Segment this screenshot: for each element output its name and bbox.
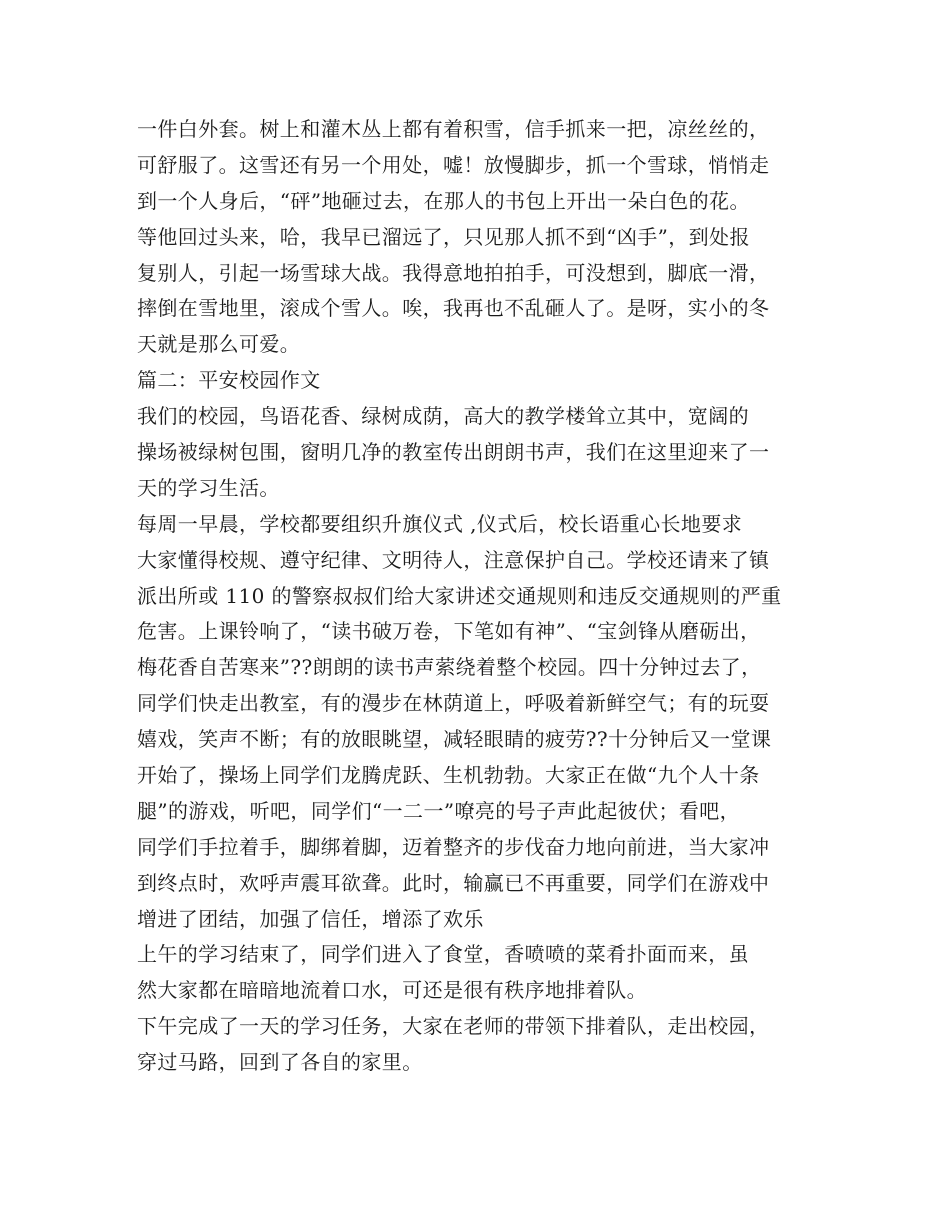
essay-text [137,112,837,1081]
text-line: 可舒服了。这雪还有另一个用处，嘘！放慢脚步，抓一个雪球，悄悄走 [137,152,770,177]
text-line: 复别人，引起一场雪球大战。我得意地拍拍手，可没想到，脚底一滑， [137,260,770,285]
text-line: 同学们快走出教室，有的漫步在林荫道上，呼吸着新鲜空气；有的玩耍 [137,691,770,716]
text-line: 一件白外套。树上和灌木丛上都有着积雪，信手抓来一把，凉丝丝的， [137,117,770,141]
text-line: 腿”的游戏，听吧，同学们“一二一”嘹亮的号子声此起彼伏；看吧， [137,798,741,823]
text-line: 增进了团结，加强了信任，增添了欢乐 [137,906,484,931]
text-line: 危害。上课铃响了，“读书破万卷，下笔如有神”、“宝剑锋从磨砺出， [137,619,761,644]
section-heading: 篇二：平安校园作文 [137,368,321,393]
text-line: 然大家都在暗暗地流着口水，可还是很有秩序地排着队。 [137,978,647,1003]
text-line: 我们的校园，鸟语花香、绿树成荫，高大的教学楼耸立其中，宽阔的 [137,404,749,429]
text-line: 下午完成了一天的学习任务，大家在老师的带领下排着队，走出校园， [137,1014,770,1039]
text-line: 派出所或 110 的警察叔叔们给大家讲述交通规则和违反交通规则的严重 [137,583,782,608]
text-line: 天的学习生活。 [137,475,280,500]
text-line: 穿过马路，回到了各自的家里。 [137,1050,423,1075]
text-line: 梅花香自苦寒来”??朗朗的读书声萦绕着整个校园。四十分钟过去了， [137,655,762,680]
text-line: 操场被绿树包围，窗明几净的教室传出朗朗书声，我们在这里迎来了一 [137,440,770,465]
text-line: 每周一早晨，学校都要组织升旗仪式 ,仪式后，校长语重心长地要求 [137,511,743,536]
text-line: 到一个人身后，“砰”地砸过去，在那人的书包上开出一朵白色的花。 [137,188,750,213]
text-line: 天就是那么可爱。 [137,332,301,357]
text-line: 同学们手拉着手，脚绑着脚，迈着整齐的步伐奋力地向前进，当大家冲 [137,834,770,859]
text-line: 上午的学习结束了，同学们进入了食堂，香喷喷的菜肴扑面而来，虽 [137,942,749,967]
text-line: 到终点时，欢呼声震耳欲聋。此时，输赢已不再重要，同学们在游戏中 [137,870,770,895]
text-line: 大家懂得校规、遵守纪律、文明待人，注意保护自己。学校还请来了镇 [137,547,770,572]
text-line: 嬉戏，笑声不断；有的放眼眺望，减轻眼睛的疲劳??十分钟后又一堂课 [137,727,772,752]
text-line: 等他回过头来，哈，我早已溜远了，只见那人抓不到“凶手”，到处报 [137,224,750,249]
text-line: 开始了，操场上同学们龙腾虎跃、生机勃勃。大家正在做“九个人十条 [137,763,760,788]
text-line: 摔倒在雪地里，滚成个雪人。唉，我再也不乱砸人了。是呀，实小的冬 [137,296,770,321]
